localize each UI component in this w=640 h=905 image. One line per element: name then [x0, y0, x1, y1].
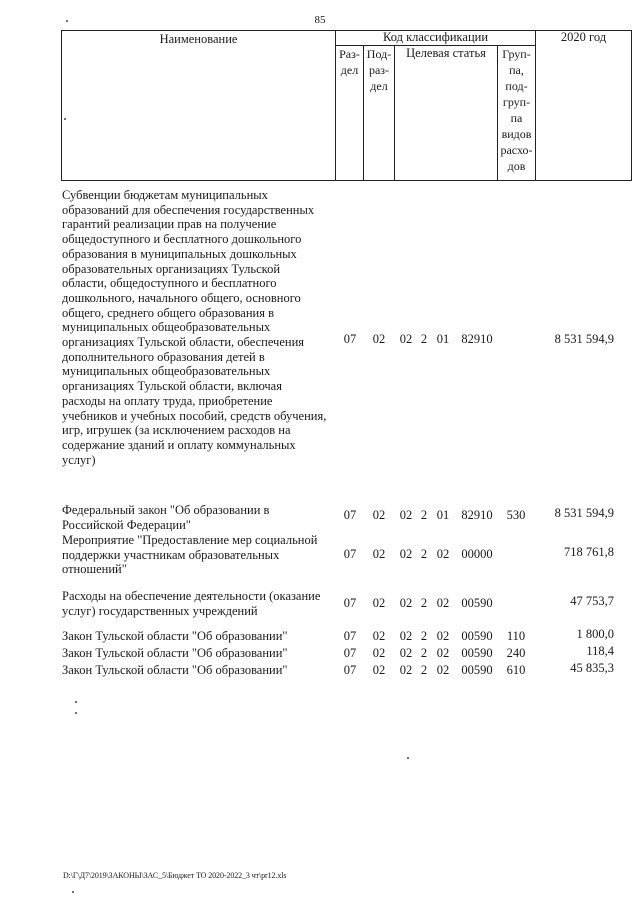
row-description: Закон Тульской области "Об образовании": [62, 663, 288, 677]
header-col-podrazdel-right: [394, 45, 395, 181]
row-target-direction: 00590: [461, 646, 493, 660]
header-target: Целевая статья: [406, 46, 486, 60]
row-description: Закон Тульской области "Об образовании": [62, 629, 288, 643]
row-target-program: 02: [399, 508, 413, 522]
row-target-program: 02: [399, 547, 413, 561]
row-target-sub: 2: [420, 629, 428, 643]
row-target-program: 02: [399, 646, 413, 660]
row-group: 530: [506, 508, 526, 522]
row-target-main: 02: [436, 663, 450, 677]
row-target-sub: 2: [420, 596, 428, 610]
row-group: 610: [506, 663, 526, 677]
header-col-left: [61, 30, 62, 181]
row-amount: 1 800,0: [576, 627, 614, 641]
row-podrazdel: 02: [372, 508, 386, 522]
row-target-main: 02: [436, 596, 450, 610]
scan-speck: [75, 701, 77, 703]
header-group-line: видов: [501, 127, 532, 141]
row-description: Закон Тульской области "Об образовании": [62, 646, 288, 660]
header-col-group-right: [535, 30, 536, 181]
row-podrazdel: 02: [372, 547, 386, 561]
row-target-program: 02: [399, 629, 413, 643]
row-amount: 118,4: [586, 644, 614, 658]
row-target-direction: 00590: [461, 663, 493, 677]
header-group-line: груп-: [502, 95, 531, 109]
header-group-line: Груп-: [502, 47, 531, 61]
row-razdel: 07: [343, 547, 357, 561]
row-target-sub: 2: [420, 646, 428, 660]
row-target-program: 02: [399, 596, 413, 610]
row-target-main: 02: [436, 629, 450, 643]
row-target-direction: 00590: [461, 596, 493, 610]
row-target-sub: 2: [420, 547, 428, 561]
row-razdel: 07: [343, 663, 357, 677]
header-classification: Код классификации: [382, 30, 489, 44]
header-group-line: под-: [505, 79, 528, 93]
header-group-line: па,: [509, 63, 524, 77]
row-podrazdel: 02: [372, 596, 386, 610]
row-target-sub: 2: [420, 508, 428, 522]
footer-file-path: D:\Г\Д7\2019\ЗАКОНЫ\ЗАС_5\Бюджет ТО 2020-2022_3 чт\pr12.xls: [63, 871, 287, 880]
row-amount: 718 761,8: [564, 545, 614, 559]
scan-speck: [66, 20, 68, 22]
row-amount: 45 835,3: [570, 661, 614, 675]
row-target-sub: 2: [420, 332, 428, 346]
row-razdel: 07: [343, 332, 357, 346]
header-group-line: па: [510, 111, 523, 125]
row-group: 240: [506, 646, 526, 660]
page-number: 85: [314, 14, 326, 26]
header-razdel-line: дел: [340, 63, 359, 77]
header-group-line: дов: [507, 159, 526, 173]
row-target-direction: 00000: [461, 547, 493, 561]
row-target-program: 02: [399, 663, 413, 677]
row-podrazdel: 02: [372, 646, 386, 660]
header-podrazdel-line: раз-: [368, 63, 390, 77]
row-group: 110: [506, 629, 526, 643]
row-podrazdel: 02: [372, 332, 386, 346]
header-podrazdel-line: Под-: [366, 47, 392, 61]
row-description: Федеральный закон "Об образовании в Российской Федерации": [62, 503, 270, 532]
row-target-main: 01: [436, 332, 450, 346]
row-target-direction: 00590: [461, 629, 493, 643]
header-year: 2020 год: [560, 30, 607, 44]
row-podrazdel: 02: [372, 629, 386, 643]
scan-speck: [75, 712, 77, 714]
row-razdel: 07: [343, 508, 357, 522]
row-podrazdel: 02: [372, 663, 386, 677]
row-target-main: 02: [436, 547, 450, 561]
row-amount: 47 753,7: [570, 594, 614, 608]
row-target-direction: 82910: [461, 508, 493, 522]
row-target-main: 02: [436, 646, 450, 660]
scan-speck: [407, 757, 409, 759]
row-razdel: 07: [343, 646, 357, 660]
row-target-sub: 2: [420, 663, 428, 677]
row-target-program: 02: [399, 332, 413, 346]
scan-speck: [64, 118, 66, 120]
header-group-line: расхо-: [500, 143, 533, 157]
row-description: Субвенции бюджетам муниципальных образований для обеспечения государственных гарантий реализации прав на получение общедоступного и бесплатного дошкольного образования в муниципальных дошкольных образовательных организациях Тульской области, общедоступного и бесплатного дошкольного, начального общего, основного общего, среднего общего образования в муниципальных общеобразовательных организациях Тульской области, обеспечения дополнительного образования детей в муниципальных общеобразовательных организациях Тульской области, включая расходы на оплату труда, приобретение учебников и учебных пособий, средств обучения, игр, игрушек (за исключением расходов на содержание зданий и оплату коммунальных услуг): [62, 188, 327, 467]
row-target-main: 01: [436, 508, 450, 522]
header-col-right: [631, 30, 632, 181]
row-target-direction: 82910: [461, 332, 493, 346]
header-podrazdel-line: дел: [370, 79, 388, 93]
header-name: Наименование: [159, 32, 238, 46]
scan-speck: [72, 891, 74, 893]
row-amount: 8 531 594,9: [554, 332, 614, 346]
row-description: Расходы на обеспечение деятельности (оказание услуг) государственных учреждений: [62, 589, 321, 618]
row-razdel: 07: [343, 596, 357, 610]
header-razdel-line: Раз-: [339, 47, 360, 61]
row-description: Мероприятие "Предоставление мер социальной поддержки участникам образовательных отношений": [62, 533, 318, 577]
row-razdel: 07: [343, 629, 357, 643]
row-amount: 8 531 594,9: [554, 506, 614, 520]
header-line-bottom: [61, 180, 632, 181]
